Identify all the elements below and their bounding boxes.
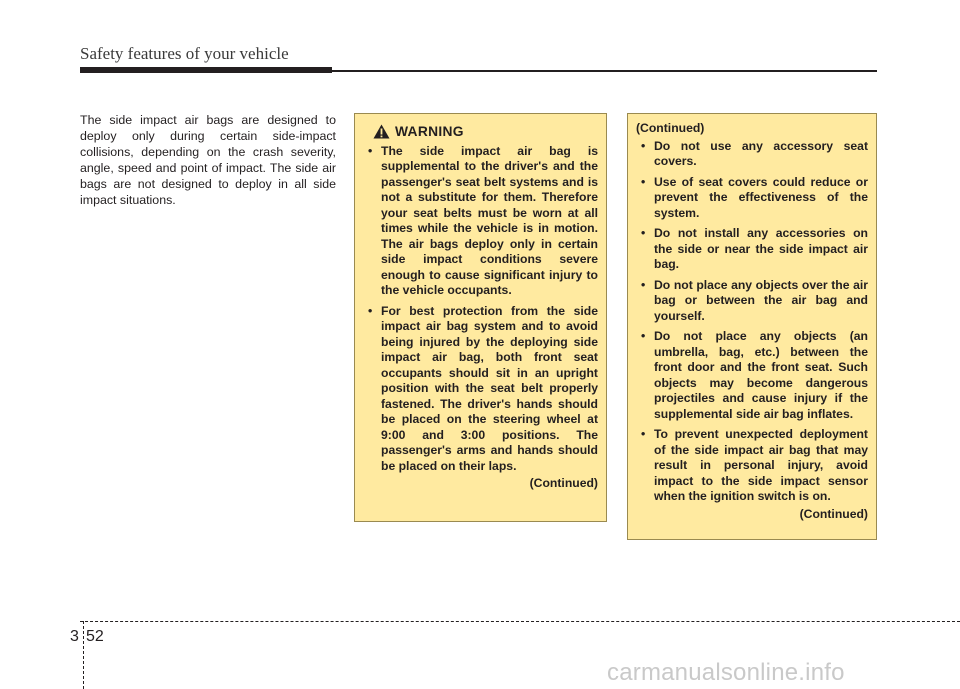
continued-list <box>636 139 868 505</box>
header-rule-thin <box>332 70 877 72</box>
page-header-title: Safety features of your vehicle <box>80 44 289 63</box>
continued-label: (Continued) <box>529 476 598 490</box>
list-item: • For best protection from the side impact air bag system and to avoid being injured by the deploying side impact air bag, both front seat occupants should sit in an upright position with the seat belt properly fastened. The driver's hands should be placed on the steering wheel at 9:00 and 3:00 positions. The passenger's arms and hands should be placed on their laps. <box>363 304 598 475</box>
list-item: • The side impact air bag is supplemental to the driver's and the passenger's seat belt systems and is not a substitute for them. Therefore your seat belts must be worn at all times while the vehicle is in motion. The air bags deploy only in certain side impact conditions severe enough to cause significant injury to the vehicle occupants. <box>363 144 598 299</box>
list-item: • Use of seat covers could reduce or prevent the effectiveness of the system. <box>636 175 868 222</box>
footer-rule <box>80 621 960 622</box>
header-rule-thick <box>80 67 332 73</box>
warning-title: WARNING <box>395 124 464 139</box>
footer-vertical-rule <box>83 621 84 689</box>
list-item: • Do not place any objects (an umbrella, bag, etc.) between the front door and the front seat. Such objects may become dangerous projectiles and cause injury if the supplemental side air bag inflates. <box>636 329 868 422</box>
list-item: • Do not place any objects over the air bag or between the air bag and yourself. <box>636 278 868 325</box>
warning-triangle-icon <box>373 124 390 139</box>
list-item: • To prevent unexpected deployment of the side impact air bag that may result in personal injury, avoid impact to the side impact sensor when the ignition switch is on. <box>636 427 868 505</box>
warning-heading <box>373 124 598 140</box>
list-item: • Do not install any accessories on the side or near the side impact air bag. <box>636 226 868 273</box>
continued-bottom-label: (Continued) <box>799 506 868 521</box>
continued-warning-box <box>627 113 877 540</box>
watermark: carmanualsonline.info <box>607 659 845 686</box>
warning-list <box>363 144 598 475</box>
chapter-number: 3 <box>70 628 79 645</box>
warning-box <box>354 113 607 522</box>
intro-paragraph: The side impact air bags are designed to deploy only during certain side-impact collisions, depending on the crash severity, angle, speed and point of impact. The side air bags are not designed to deploy in all side impact situations. <box>80 113 336 207</box>
page-number: 52 <box>86 628 104 645</box>
continued-top-label: (Continued) <box>636 121 705 135</box>
list-item: • Do not use any accessory seat covers. <box>636 139 868 170</box>
